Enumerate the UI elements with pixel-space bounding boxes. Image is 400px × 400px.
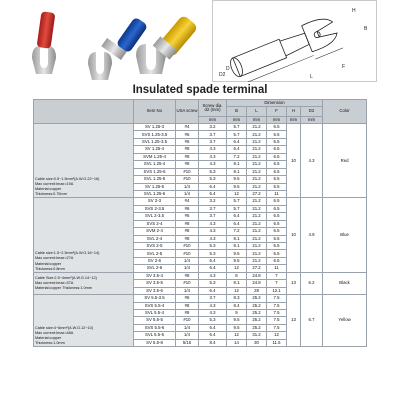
usa-screw-cell: #8 [176, 228, 199, 235]
f-cell: 6.5 [267, 220, 287, 227]
header-item-no: Item No [134, 100, 176, 124]
h-cell: 10 [287, 198, 301, 272]
group-description-line: Max current:Imax=48A [35, 330, 74, 335]
b-cell: 8.1 [227, 280, 247, 287]
product-photo [30, 0, 202, 82]
b-cell: 8.3 [227, 295, 247, 302]
svg-text:L: L [310, 74, 313, 80]
f-cell: 12.1 [267, 287, 287, 294]
screw-dia-cell: 5.3 [199, 176, 227, 183]
item-no-cell: SV 5.5-8 [134, 339, 176, 346]
b-cell: 6.4 [227, 146, 247, 153]
screw-dia-cell: 4.3 [199, 220, 227, 227]
item-no-cell: SV 1.25-6 [134, 183, 176, 190]
color-cell: Blue [323, 198, 367, 272]
usa-screw-cell: 1/4 [176, 265, 199, 272]
usa-screw-cell: 1/4 [176, 287, 199, 294]
usa-screw-cell: 1/4 [176, 183, 199, 190]
f-cell: 6.5 [267, 176, 287, 183]
l-cell: 27.2 [247, 265, 267, 272]
group-description-line: Cable size:0.5~1.5mm²(A.W.G.22~16) [35, 176, 100, 181]
usa-screw-cell: 1/4 [176, 332, 199, 339]
svg-text:D: D [226, 66, 230, 72]
d2-cell: 4.3 [301, 124, 323, 198]
screw-dia-cell: 3.7 [199, 131, 227, 138]
f-cell: 6.5 [267, 161, 287, 168]
item-no-cell: SV 2-6 [134, 257, 176, 264]
b-cell: 7.2 [227, 153, 247, 160]
group-description [34, 124, 134, 198]
usa-screw-cell: #4 [176, 198, 199, 205]
screw-dia-cell: 6.4 [199, 332, 227, 339]
f-cell: 6.5 [267, 250, 287, 257]
screw-dia-cell: 6.4 [199, 190, 227, 197]
svg-text:D2: D2 [219, 72, 226, 78]
b-cell: 8 [227, 272, 247, 279]
f-cell: 7.5 [267, 309, 287, 316]
table-row [34, 124, 367, 131]
f-cell: 6.5 [267, 205, 287, 212]
l-cell: 21.2 [247, 235, 267, 242]
header-color: Color [323, 100, 367, 124]
screw-dia-cell: 6.4 [199, 257, 227, 264]
screw-dia-cell: 6.4 [199, 265, 227, 272]
f-cell: 11 [267, 190, 287, 197]
group-description [34, 198, 134, 272]
b-cell: 8.1 [227, 168, 247, 175]
usa-screw-cell: 5/16 [176, 339, 199, 346]
group-description-line: Material:copper [35, 261, 62, 266]
b-cell: 5.7 [227, 205, 247, 212]
l-cell: 21.2 [247, 124, 267, 131]
screw-dia-cell: 4.3 [199, 228, 227, 235]
color-cell: Black [323, 272, 367, 294]
item-no-cell: SVL 1.25-5 [134, 176, 176, 183]
usa-screw-cell: #6 [176, 295, 199, 302]
header-unit: mm [267, 117, 287, 124]
b-cell: 9.5 [227, 324, 247, 331]
group-description [34, 272, 134, 294]
screw-dia-cell: 8.4 [199, 339, 227, 346]
item-no-cell: SVS 5.5-6 [134, 324, 176, 331]
f-cell: 7.5 [267, 324, 287, 331]
item-no-cell: SVL 2-4 [134, 235, 176, 242]
header-b: B [227, 107, 247, 117]
d2-cell: 6.7 [301, 295, 323, 347]
item-no-cell: SVM 2-4 [134, 228, 176, 235]
header-h: H [287, 107, 301, 117]
l-cell: 21.2 [247, 138, 267, 145]
b-cell: 9.5 [227, 183, 247, 190]
f-cell: 6.5 [267, 183, 287, 190]
screw-dia-cell: 6.4 [199, 324, 227, 331]
l-cell: 28 [247, 287, 267, 294]
f-cell: 6.5 [267, 235, 287, 242]
l-cell: 21.2 [247, 243, 267, 250]
table-row [34, 198, 367, 205]
spec-table-body [34, 124, 367, 347]
page-title: Insulated spade terminal [132, 84, 268, 96]
f-cell: 6.5 [267, 168, 287, 175]
group-description-line: Thickness:1.0mm [35, 341, 65, 345]
screw-dia-cell: 4.3 [199, 146, 227, 153]
f-cell: 12 [267, 332, 287, 339]
b-cell: 8.1 [227, 235, 247, 242]
screw-dia-cell: 5.3 [199, 317, 227, 324]
yellow-terminal [136, 14, 199, 74]
usa-screw-cell: #10 [176, 168, 199, 175]
l-cell: 21.2 [247, 168, 267, 175]
f-cell: 6.5 [267, 228, 287, 235]
l-cell: 25.2 [247, 317, 267, 324]
header-unit: mm [199, 117, 227, 124]
f-cell: 6.5 [267, 124, 287, 131]
item-no-cell: SVL 1.25-4 [134, 161, 176, 168]
group-description-line: Max current:Imax=19A [35, 182, 74, 186]
b-cell: 14 [227, 339, 247, 346]
l-cell: 24.8 [247, 280, 267, 287]
group-description [34, 295, 134, 347]
b-cell: 5.7 [227, 131, 247, 138]
d2-cell: 4.9 [301, 198, 323, 272]
l-cell: 21.2 [247, 220, 267, 227]
item-no-cell: SVS 1.25-3.5 [134, 131, 176, 138]
usa-screw-cell: 1/4 [176, 257, 199, 264]
item-no-cell: SV 5.5-3.5 [134, 295, 176, 302]
item-no-cell: SVL 2-6 [134, 265, 176, 272]
l-cell: 21.2 [247, 153, 267, 160]
b-cell: 6.4 [227, 220, 247, 227]
technical-drawing [212, 0, 377, 82]
usa-screw-cell: #6 [176, 131, 199, 138]
item-no-cell: SV 3.5-4 [134, 272, 176, 279]
b-cell: 7.2 [227, 228, 247, 235]
color-cell: Red [323, 124, 367, 198]
b-cell: 6.4 [227, 138, 247, 145]
b-cell: 8.4 [227, 302, 247, 309]
l-cell: 21.2 [247, 131, 267, 138]
l-cell: 21.2 [247, 198, 267, 205]
b-cell: 12 [227, 190, 247, 197]
table-row [34, 272, 367, 279]
screw-dia-cell: 5.3 [199, 250, 227, 257]
f-cell: 7.5 [267, 295, 287, 302]
screw-dia-cell: 6.4 [199, 183, 227, 190]
group-description-line: Material:copper [35, 187, 62, 192]
l-cell: 21.2 [247, 161, 267, 168]
d2-cell: 6.2 [301, 272, 323, 294]
screw-dia-cell: 4.3 [199, 272, 227, 279]
f-cell: 7.5 [267, 317, 287, 324]
b-cell: 8.1 [227, 161, 247, 168]
item-no-cell: SV 3.5-5 [134, 280, 176, 287]
f-cell: 6.5 [267, 243, 287, 250]
l-cell: 21.2 [247, 228, 267, 235]
item-no-cell: SV 3.5-6 [134, 287, 176, 294]
screw-dia-cell: 3.7 [199, 205, 227, 212]
b-cell: 9.5 [227, 317, 247, 324]
usa-screw-cell: #6 [176, 213, 199, 220]
group-description-line: Thickness:0.8mm [35, 266, 65, 271]
f-cell: 7 [267, 272, 287, 279]
usa-screw-cell: #8 [176, 302, 199, 309]
f-cell: 6.5 [267, 257, 287, 264]
red-terminal [32, 11, 56, 74]
screw-dia-cell: 5.3 [199, 243, 227, 250]
h-cell: 10 [287, 124, 301, 198]
f-cell: 6.5 [267, 213, 287, 220]
f-cell: 6.5 [267, 146, 287, 153]
l-cell: 21.2 [247, 146, 267, 153]
l-cell: 21.2 [247, 183, 267, 190]
b-cell: 8.1 [227, 243, 247, 250]
screw-dia-cell: 3.7 [199, 295, 227, 302]
l-cell: 25.2 [247, 309, 267, 316]
l-cell: 21.2 [247, 250, 267, 257]
usa-screw-cell: #6 [176, 138, 199, 145]
group-description-line: Cable Size:2.5~4mm²(A.W.G.14~12) [35, 275, 97, 280]
svg-text:F: F [342, 64, 346, 70]
h-cell: 13 [287, 272, 301, 294]
screw-dia-cell: 6.4 [199, 287, 227, 294]
screw-dia-cell: 4.3 [199, 153, 227, 160]
usa-screw-cell: #8 [176, 220, 199, 227]
b-cell: 9.5 [227, 250, 247, 257]
color-cell: Yellow [323, 295, 367, 347]
spec-table [33, 99, 367, 347]
item-no-cell: SV 1.25-3 [134, 124, 176, 131]
usa-screw-cell: #8 [176, 161, 199, 168]
screw-dia-cell: 5.3 [199, 280, 227, 287]
header-f: F [267, 107, 287, 117]
screw-dia-cell: 4.3 [199, 309, 227, 316]
item-no-cell: SVS 2-3.5 [134, 205, 176, 212]
header-blank [34, 100, 134, 124]
group-description-line: Cable size:1.5~2.5mm²(A.W.G.16~14) [35, 251, 100, 256]
group-description-line: Max current:Imax=27A [35, 256, 74, 261]
usa-screw-cell: #10 [176, 176, 199, 183]
screw-dia-cell: 5.3 [199, 168, 227, 175]
l-cell: 31.2 [247, 332, 267, 339]
b-cell: 12 [227, 265, 247, 272]
f-cell: 11 [267, 265, 287, 272]
h-cell: 13 [287, 295, 301, 347]
l-cell: 24.8 [247, 272, 267, 279]
f-cell: 6.5 [267, 153, 287, 160]
l-cell: 21.2 [247, 205, 267, 212]
item-no-cell: SVS 2-5 [134, 243, 176, 250]
table-row [34, 295, 367, 302]
f-cell: 6.5 [267, 198, 287, 205]
b-cell: 12 [227, 287, 247, 294]
l-cell: 25.2 [247, 324, 267, 331]
header-usa-screw: USA screw [176, 100, 199, 124]
b-cell: 6.4 [227, 213, 247, 220]
f-cell: 6.5 [267, 131, 287, 138]
screw-dia-cell: 4.3 [199, 161, 227, 168]
item-no-cell: SVL 5.5-6 [134, 332, 176, 339]
b-cell: 9.5 [227, 257, 247, 264]
usa-screw-cell: #8 [176, 235, 199, 242]
header-screw-dia: Screw dia. d2 (mm) [199, 100, 227, 117]
group-description-line: Cable size:4~6mm²(A.W.G.12~10) [35, 325, 94, 330]
l-cell: 27.2 [247, 190, 267, 197]
f-cell: 11.5 [267, 339, 287, 346]
header-unit: mm [287, 117, 301, 124]
l-cell: 21.2 [247, 257, 267, 264]
usa-screw-cell: #10 [176, 250, 199, 257]
item-no-cell: SV 2-3 [134, 198, 176, 205]
usa-screw-cell: #8 [176, 309, 199, 316]
group-description-line: Thickness:0.75mm [35, 192, 67, 197]
group-description-line: Max current:Imax=37A [35, 280, 74, 285]
f-cell: 6.5 [267, 138, 287, 145]
usa-screw-cell: #8 [176, 153, 199, 160]
item-no-cell: SVL 2-5 [134, 250, 176, 257]
header-unit: mm [247, 117, 267, 124]
screw-dia-cell: 4.3 [199, 302, 227, 309]
b-cell: 5.7 [227, 198, 247, 205]
l-cell: 25.2 [247, 302, 267, 309]
usa-screw-cell: 1/4 [176, 324, 199, 331]
f-cell: 7.5 [267, 302, 287, 309]
l-cell: 25.2 [247, 295, 267, 302]
b-cell: 9.5 [227, 176, 247, 183]
b-cell: 5.7 [227, 124, 247, 131]
b-cell: 9 [227, 309, 247, 316]
item-no-cell: SVL 1.25-3.5 [134, 138, 176, 145]
item-no-cell: SVS 1.25-5 [134, 168, 176, 175]
item-no-cell: SVM 1.25-4 [134, 153, 176, 160]
usa-screw-cell: #10 [176, 243, 199, 250]
item-no-cell: SVL 1.25-6 [134, 190, 176, 197]
item-no-cell: SVS 2-4 [134, 220, 176, 227]
svg-text:H: H [352, 8, 356, 14]
usa-screw-cell: 1/4 [176, 190, 199, 197]
header-dimension: Dimension [227, 100, 323, 107]
item-no-cell: SV 1.25-4 [134, 146, 176, 153]
usa-screw-cell: #10 [176, 317, 199, 324]
screw-dia-cell: 3.2 [199, 198, 227, 205]
svg-text:B: B [364, 26, 368, 32]
group-description-line: Material:copper Thickness:1.0mm [35, 285, 92, 290]
l-cell: 21.2 [247, 176, 267, 183]
usa-screw-cell: #8 [176, 146, 199, 153]
screw-dia-cell: 4.3 [199, 235, 227, 242]
l-cell: 21.2 [247, 213, 267, 220]
group-description-line: Material:copper [35, 335, 62, 340]
screw-dia-cell: 3.2 [199, 124, 227, 131]
header-unit: mm [301, 117, 323, 124]
item-no-cell: SVL 2-3.5 [134, 213, 176, 220]
header-l: L [247, 107, 267, 117]
usa-screw-cell: #6 [176, 205, 199, 212]
item-no-cell: SVL 5.5-4 [134, 309, 176, 316]
screw-dia-cell: 3.7 [199, 138, 227, 145]
usa-screw-cell: #4 [176, 124, 199, 131]
item-no-cell: SVS 5.5-4 [134, 302, 176, 309]
usa-screw-cell: #8 [176, 272, 199, 279]
b-cell: 12 [227, 332, 247, 339]
f-cell: 7 [267, 280, 287, 287]
header-d2: D2 [301, 107, 323, 117]
usa-screw-cell: #10 [176, 280, 199, 287]
item-no-cell: SV 5.5-5 [134, 317, 176, 324]
screw-dia-cell: 3.7 [199, 213, 227, 220]
header-unit: mm [227, 117, 247, 124]
l-cell: 30 [247, 339, 267, 346]
